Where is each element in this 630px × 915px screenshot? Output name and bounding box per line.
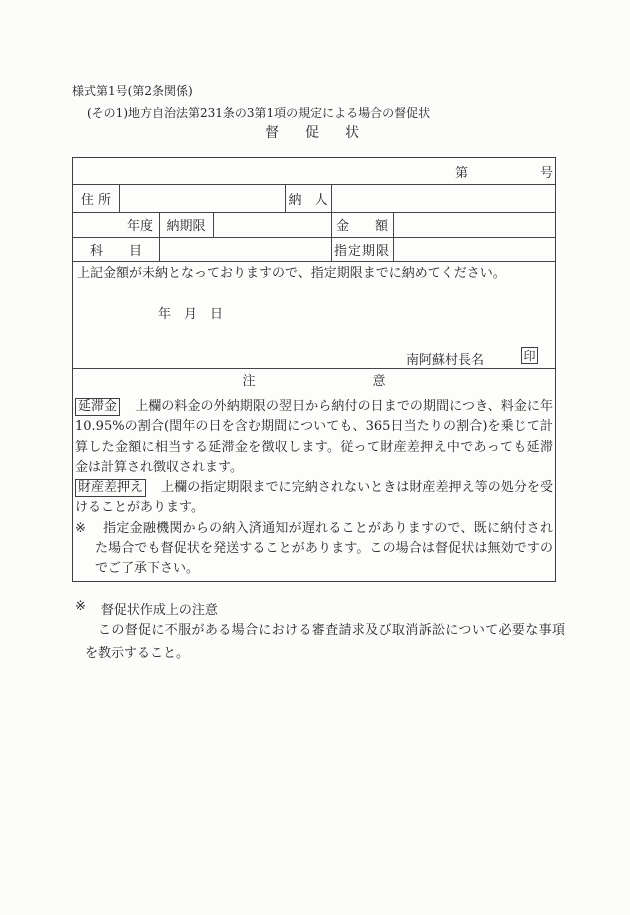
- due-date-label: 納期限: [166, 219, 206, 234]
- payer-field: [331, 184, 555, 212]
- date-month-label: 月: [184, 307, 198, 322]
- fiscal-year-label: 年度: [126, 219, 153, 234]
- amount-field: [393, 212, 555, 237]
- designated-deadline-label: 指定期限: [333, 243, 390, 259]
- remark-text: 指定金融機関からの納入済通知が遅れることがありますので、既に納付された場合でも督促状を発送することがあります。この場合は督促状は無効ですのでご了承下さい。: [95, 520, 553, 577]
- caution-caption-left: 注: [242, 374, 256, 389]
- footer-asterisk: ※: [75, 599, 86, 614]
- subject-label: 科 目: [89, 243, 142, 259]
- caution-caption-right: 意: [372, 374, 386, 389]
- seal-box: 印: [521, 347, 538, 364]
- remark-asterisk: ※: [75, 520, 87, 536]
- notes-section: [75, 397, 553, 580]
- caution-caption: [73, 370, 555, 389]
- form-number: 様式第1号(第2条関係): [72, 84, 193, 98]
- mayor-signature: 南阿蘇村長名: [406, 353, 485, 368]
- document-number-row: [73, 158, 555, 184]
- late-fee-term: 延滞金: [75, 398, 120, 416]
- payer-label: 納 人: [288, 192, 328, 208]
- footer-heading-row: [75, 599, 218, 618]
- subject-field: [159, 237, 331, 261]
- seizure-text: 上欄の指定期限までに完納されないときは財産差押え等の処分を受けることがあります。: [75, 480, 553, 516]
- date-day-label: 日: [210, 307, 224, 322]
- form-table: [72, 157, 556, 582]
- designated-deadline-field: [393, 237, 555, 261]
- document-title: 督 促 状: [265, 125, 365, 141]
- doc-no-suffix: 号: [539, 165, 553, 181]
- seizure-term: 財産差押え: [75, 479, 146, 497]
- seizure-note: [75, 478, 553, 519]
- document-subtitle: (その1)地方自治法第231条の3第1項の規定による場合の督促状: [87, 106, 431, 120]
- unpaid-notice: 上記金額が未納となっておりますので、指定期限までに納めてください。: [77, 266, 506, 281]
- date-year-label: 年: [158, 307, 172, 322]
- late-fee-text: 上欄の料金の外納期限の翌日から納付の日までの期間につき、料金に年10.95%の割合(閏年の日を含む期間についても、365日当たりの割合)を乗じて計算した金額に相当する延滞金を徴収します。従って財産差押え中であっても延滞金は計算され徴収されます。: [75, 399, 553, 475]
- footer-body: この督促に不服がある場合における審査請求及び取消訴訟について必要な事項を教示すること。: [85, 623, 565, 661]
- row-divider: [73, 368, 555, 369]
- amount-label: 金 額: [335, 219, 388, 234]
- late-fee-note: [75, 397, 553, 478]
- date-line: [158, 303, 223, 322]
- address-label: 住 所: [80, 192, 112, 208]
- address-field: [119, 184, 285, 212]
- due-date-field: [213, 212, 331, 237]
- remark-note: [75, 519, 553, 580]
- doc-no-prefix: 第: [454, 165, 468, 181]
- footer-heading: 督促状作成上の注意: [100, 603, 218, 618]
